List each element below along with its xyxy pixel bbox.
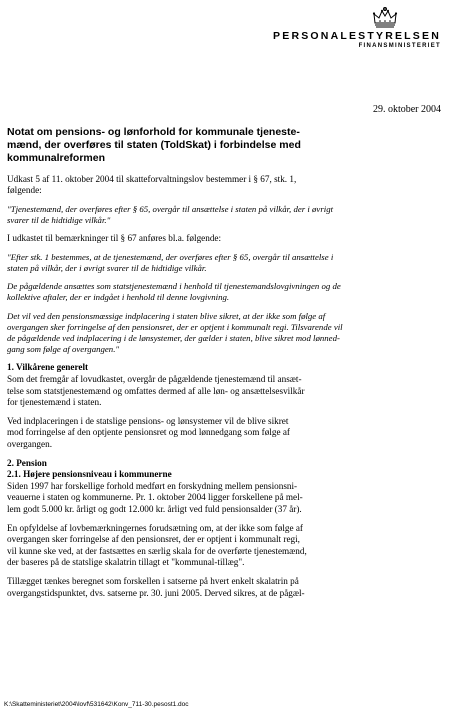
section-2-1-heading: 2.1. Højere pensionsniveau i kommunerne <box>7 469 172 480</box>
remarks-quote-2: De pågældende ansættes som statstjenestemænd i henhold til tjenestemandslovgivningen og de kollektive aftaler, der er indgået i henhold til denne lovgivning. <box>7 281 341 303</box>
document-date: 29. oktober 2004 <box>372 104 441 115</box>
section-2-paragraph: Siden 1997 har forskellige forhold medført en forskydning mellem pensionsni- veauerne i staten og kommunerne. Pr. 1. oktober 2004 ligger forskellene på mel- lem godt 5.000 kr. årligt og godt 12.000 kr. årligt ved fuld pensionsalder (37 år). <box>7 480 303 514</box>
crown-icon <box>372 6 398 28</box>
organization-header <box>273 30 441 49</box>
intro-paragraph: Udkast 5 af 11. oktober 2004 til skatteforvaltningslov bestemmer i § 67, stk. 1, følgende: <box>7 173 297 196</box>
section-2-paragraph: En opfyldelse af lovbemærkningernes forudsætning om, at der ikke som følge af overgangen sker forringelse af den pensionsret, der er optjent i kommunalt regi, vil kunne ske ved, at der fastsættes en særlig skala for de overførte tjenestemænd, der baseres på de statslige skalatrin tillagt et "kommunal-tillæg". <box>7 522 307 568</box>
section-1-paragraph: Som det fremgår af lovudkastet, overgår de pågældende tjenestemænd til ansæt- telse som statstjenestemænd og omfattes dermed af alle løn- og ansættelsesvilkår for tjenestemænd i staten. <box>7 374 305 408</box>
org-name: PERSONALESTYRELSEN <box>273 30 441 42</box>
document-title: Notat om pensions- og lønforhold for kommunale tjeneste- mænd, der overføres til staten (ToldSkat) i forbindelse med kommunalreformen <box>7 126 301 165</box>
remarks-intro: I udkastet til bemærkninger til § 67 anføres bl.a. følgende: <box>7 233 222 244</box>
section-1-heading: 1. Vilkårene generelt <box>7 362 89 373</box>
section-2-paragraph: Tillægget tænkes beregnet som forskellen i satserne på hvert enkelt skalatrin på overgangstidspunktet, dvs. satserne pr. 30. juni 2005. Derved sikres, at de pågæl- <box>7 575 305 598</box>
org-subtitle: FINANSMINISTERIET <box>358 43 441 49</box>
document-body <box>7 126 441 606</box>
remarks-quote-3: Det vil ved den pensionsmæssige indplacering i staten blive sikret, at der ikke som følge af overgangen sker forringelse af den pensionsret, der er optjent i kommunalt regi. Tilsvarende vil de pågældende ved indplacering i de lønsystemer, der gælder i staten, blive sikret mod lønned- gang som følge af overgangen." <box>7 310 343 355</box>
section-1-paragraph: Ved indplaceringen i de statslige pensions- og lønsystemer vil de blive sikret mod forringelse af den optjente pensionsret og mod lønnedgang som følge af overgangen. <box>7 415 290 449</box>
law-quote: "Tjenestemænd, der overføres efter § 65, overgår til ansættelse i staten på vilkår, der i øvrigt svarer til de hidtidige vilkår." <box>7 203 334 225</box>
section-2-heading: 2. Pension <box>7 457 47 468</box>
file-path-footer: K:\Skatteministeriet\2004\lovf\531642\Konv_711-30.pesost1.doc <box>4 701 189 708</box>
remarks-quote-1: "Efter stk. 1 bestemmes, at de tjenestemænd, der overføres efter § 65, overgår til ansættelse i staten på vilkår, der i øvrigt svarer til de hidtidige vilkår. <box>7 251 334 273</box>
